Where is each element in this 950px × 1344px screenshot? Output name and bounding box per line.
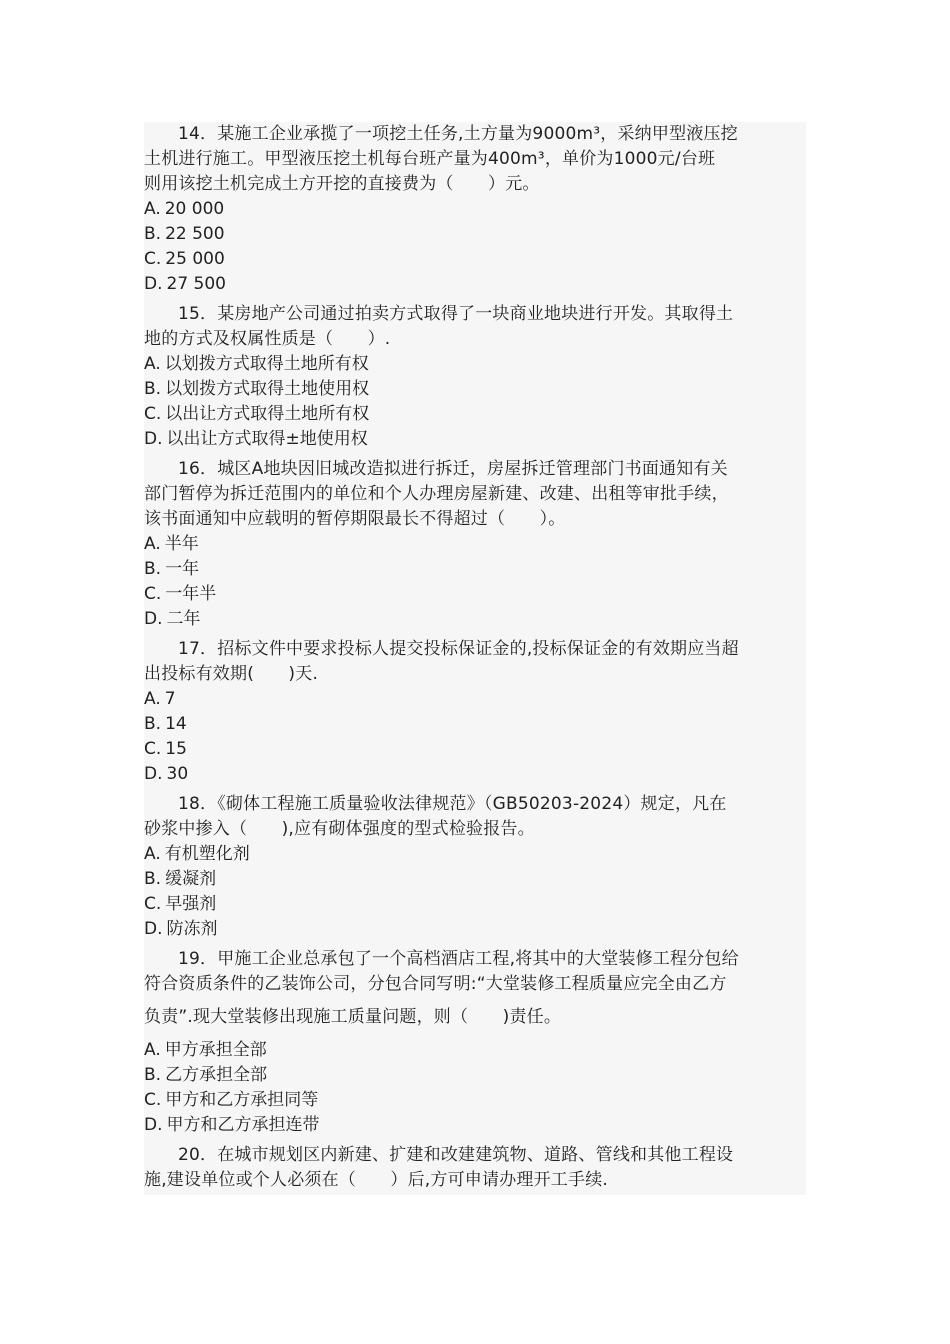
question-17-option-d bbox=[144, 762, 806, 787]
question-19-option-b bbox=[144, 1063, 806, 1088]
option-text: 甲方和乙方承担连带 bbox=[166, 1115, 320, 1135]
question-20-stem bbox=[144, 1143, 806, 1193]
question-16-stem bbox=[144, 457, 806, 532]
question-17-option-c bbox=[144, 737, 806, 762]
question-20-stem-line-2: 施,建设单位或个人必须在（ ）后,方可申请办理开工手续. bbox=[144, 1170, 609, 1190]
question-14-option-a bbox=[144, 197, 806, 222]
question-19-option-c bbox=[144, 1088, 806, 1113]
question-15-option-b bbox=[144, 377, 806, 402]
option-letter: C. bbox=[144, 249, 162, 269]
option-letter: D. bbox=[144, 429, 163, 449]
question-18-options bbox=[144, 842, 806, 942]
question-16-stem-line-2: 部门暂停为拆迁范围内的单位和个人办理房屋新建、改建、出租等审批手续， bbox=[144, 484, 729, 504]
question-16-options bbox=[144, 532, 806, 632]
option-letter: C. bbox=[144, 584, 162, 604]
question-17-stem-line-1: 17．招标文件中要求投标人提交投标保证金的,投标保证金的有效期应当超 bbox=[178, 639, 739, 659]
option-letter: B. bbox=[144, 224, 162, 244]
option-letter: C. bbox=[144, 1090, 162, 1110]
question-16-option-a bbox=[144, 532, 806, 557]
question-16-stem-line-3: 该书面通知中应载明的暂停期限最长不得超过（ ）。 bbox=[144, 509, 566, 529]
question-18-stem bbox=[144, 792, 806, 842]
option-text: 27 500 bbox=[166, 274, 226, 294]
question-19 bbox=[144, 947, 806, 1138]
option-text: 7 bbox=[164, 689, 176, 709]
question-15-option-c bbox=[144, 402, 806, 427]
option-letter: D. bbox=[144, 919, 163, 939]
question-16-option-d bbox=[144, 607, 806, 632]
option-text: 半年 bbox=[164, 534, 199, 554]
question-15-stem-line-1: 15．某房地产公司通过拍卖方式取得了一块商业地块进行开发。其取得土 bbox=[178, 304, 734, 324]
question-18-option-a bbox=[144, 842, 806, 867]
question-19-stem-line-2: 符合资质条件的乙装饰公司，分包合同写明:“大堂装修工程质量应完全由乙方 bbox=[144, 974, 727, 994]
question-14-stem bbox=[144, 122, 806, 197]
option-letter: B. bbox=[144, 1065, 162, 1085]
option-letter: C. bbox=[144, 404, 162, 424]
question-18-stem-line-1: 18．《砌体工程施工质量验收法律规范》（GB50203-2024）规定，凡在 bbox=[178, 794, 727, 814]
question-19-option-d bbox=[144, 1113, 806, 1138]
option-letter: A. bbox=[144, 1040, 161, 1060]
option-text: 以划拨方式取得土地使用权 bbox=[165, 379, 370, 399]
option-letter: B. bbox=[144, 559, 162, 579]
option-letter: D. bbox=[144, 609, 163, 629]
option-letter: A. bbox=[144, 199, 161, 219]
option-text: 甲方承担全部 bbox=[164, 1040, 267, 1060]
option-letter: A. bbox=[144, 844, 161, 864]
question-20 bbox=[144, 1143, 806, 1193]
option-letter: D. bbox=[144, 1115, 163, 1135]
question-19-stem-line-1: 19．甲施工企业总承包了一个高档酒店工程,将其中的大堂装修工程分包给 bbox=[178, 949, 739, 969]
option-text: 30 bbox=[166, 764, 189, 784]
question-20-stem-line-1: 20．在城市规划区内新建、扩建和改建建筑物、道路、管线和其他工程设 bbox=[178, 1145, 734, 1165]
question-19-stem bbox=[144, 947, 806, 1038]
option-letter: B. bbox=[144, 869, 162, 889]
option-text: 以划拨方式取得土地所有权 bbox=[164, 354, 369, 374]
option-letter: B. bbox=[144, 714, 162, 734]
question-15-option-a bbox=[144, 352, 806, 377]
question-19-stem-line-3: 负责”.现大堂装修出现施工质量问题，则（ )责任。 bbox=[144, 1007, 562, 1027]
question-16-stem-line-1: 16．城区A地块因旧城改造拟进行拆迁，房屋拆迁管理部门书面通知有关 bbox=[178, 459, 728, 479]
option-text: 15 bbox=[165, 739, 187, 759]
option-letter: C. bbox=[144, 739, 162, 759]
option-letter: A. bbox=[144, 354, 161, 374]
option-text: 早强剂 bbox=[165, 894, 217, 914]
question-14-options bbox=[144, 197, 806, 297]
option-text: 乙方承担全部 bbox=[165, 1065, 268, 1085]
question-14-option-d bbox=[144, 272, 806, 297]
question-16-option-b bbox=[144, 557, 806, 582]
question-17-stem bbox=[144, 637, 806, 687]
question-17-stem-line-2: 出投标有效期( )天. bbox=[144, 664, 319, 684]
option-text: 甲方和乙方承担同等 bbox=[165, 1090, 319, 1110]
question-14-option-c bbox=[144, 247, 806, 272]
question-15-options bbox=[144, 352, 806, 452]
question-15-stem bbox=[144, 302, 806, 352]
question-17-options bbox=[144, 687, 806, 787]
option-text: 25 000 bbox=[165, 249, 225, 269]
question-15-option-d bbox=[144, 427, 806, 452]
question-19-options bbox=[144, 1038, 806, 1138]
option-text: 防冻剂 bbox=[166, 919, 218, 939]
option-letter: B. bbox=[144, 379, 162, 399]
option-letter: A. bbox=[144, 689, 161, 709]
option-letter: D. bbox=[144, 764, 163, 784]
question-15-stem-line-2: 地的方式及权属性质是（ ）. bbox=[144, 329, 391, 349]
question-14-stem-line-1: 14．某施工企业承揽了一项挖土任务,土方量为9000m³，采纳甲型液压挖 bbox=[178, 124, 738, 144]
question-14-option-b bbox=[144, 222, 806, 247]
option-text: 有机塑化剂 bbox=[164, 844, 250, 864]
question-16 bbox=[144, 457, 806, 632]
question-14-stem-line-2: 土机进行施工。甲型液压挖土机每台班产量为400m³，单价为1000元/台班 bbox=[144, 149, 716, 169]
question-17-option-b bbox=[144, 712, 806, 737]
question-17 bbox=[144, 637, 806, 787]
option-text: 一年 bbox=[165, 559, 200, 579]
question-18-option-d bbox=[144, 917, 806, 942]
option-text: 以出让方式取得土地所有权 bbox=[165, 404, 370, 424]
option-letter: D. bbox=[144, 274, 163, 294]
question-15 bbox=[144, 302, 806, 452]
option-letter: A. bbox=[144, 534, 161, 554]
question-18-option-c bbox=[144, 892, 806, 917]
question-19-option-a bbox=[144, 1038, 806, 1063]
question-18 bbox=[144, 792, 806, 942]
option-text: 缓凝剂 bbox=[165, 869, 217, 889]
option-text: 二年 bbox=[166, 609, 201, 629]
question-18-stem-line-2: 砂浆中掺入（ ),应有砌体强度的型式检验报告。 bbox=[144, 819, 535, 839]
option-letter: C. bbox=[144, 894, 162, 914]
option-text: 22 500 bbox=[165, 224, 225, 244]
option-text: 20 000 bbox=[164, 199, 225, 219]
option-text: 14 bbox=[165, 714, 187, 734]
question-17-option-a bbox=[144, 687, 806, 712]
option-text: 以出让方式取得±地使用权 bbox=[166, 429, 368, 449]
question-list bbox=[144, 122, 806, 1195]
option-text: 一年半 bbox=[165, 584, 217, 604]
question-18-option-b bbox=[144, 867, 806, 892]
question-16-option-c bbox=[144, 582, 806, 607]
question-14 bbox=[144, 122, 806, 297]
question-14-stem-line-3: 则用该挖土机完成土方开挖的直接费为（ ）元。 bbox=[144, 174, 540, 194]
